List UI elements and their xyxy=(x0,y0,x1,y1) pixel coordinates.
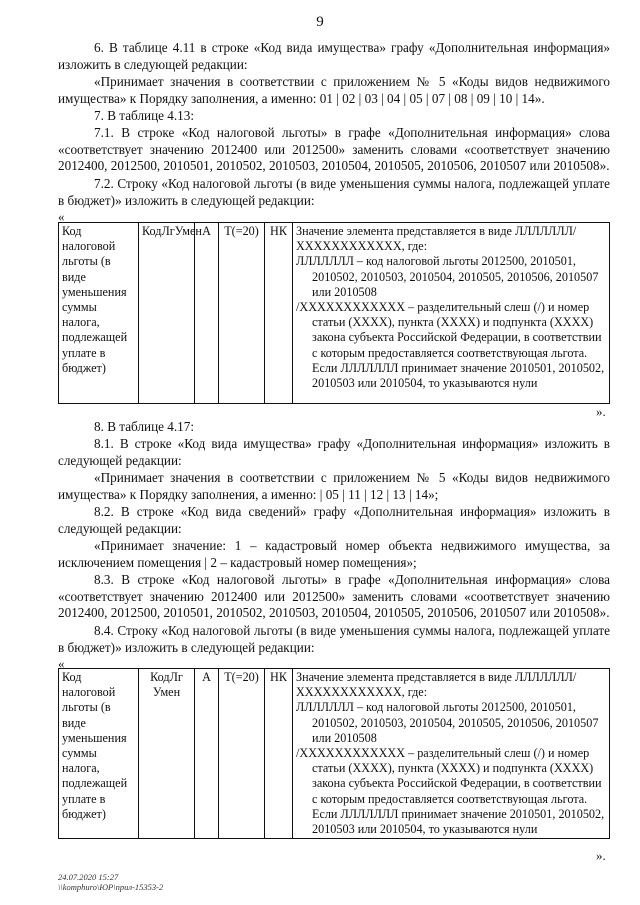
paragraph-7-2: 7.2. Строку «Код налоговой льготы (в виде уменьшения суммы налога, подлежащей уплате в бюджет)» изложить в следующей редакции: xyxy=(58,176,610,208)
table-row xyxy=(59,223,610,404)
paragraph-7: 7. В таблице 4.13: xyxy=(94,108,195,123)
table-tax-benefit-1 xyxy=(58,222,610,404)
paragraph-8-2: 8.2. В строке «Код вида сведений» графу «Дополнительная информация» изложить в следующей редакции: xyxy=(58,504,610,536)
info-line-3: /ХХХХХХХХХХХХ – разделительный слеш (/) и номер статьи (ХХХХ), пункта (ХХХХ) и подпункта (ХХХХ) закона субъекта Российской Федерации, в соответствии с которым предоставляется соответствующая льгота. Если ЛЛЛЛЛЛЛ принимает значение 2010501, 2010502, 2010503 или 2010504, то указываются нули xyxy=(296,746,605,837)
info-line-3: /ХХХХХХХХХХХХ – разделительный слеш (/) и номер статьи (ХХХХ), пункта (ХХХХ) и подпункта (ХХХХ) закона субъекта Российской Федерации, в соответствии с которым предоставляется соответствующая льгота. Если ЛЛЛЛЛЛЛ принимает значение 2010501, 2010502, 2010503 или 2010504, то указываются нули xyxy=(296,300,605,391)
paragraph-6-quote: «Принимает значения в соответствии с приложением № 5 «Коды видов недвижимого имущества» к Порядку заполнения, а именно: 01 | 02 | 03 | 04 | 05 | 07 | 08 | 09 | 10 | 14». xyxy=(58,74,610,106)
cell-type: А xyxy=(195,669,219,839)
info-line-2: ЛЛЛЛЛЛЛ – код налоговой льготы 2012500, 2010501, 2010502, 2010503, 2010504, 2010505, 2010506, 2010507 или 2010508 xyxy=(296,254,599,299)
paragraph-6: 6. В таблице 4.11 в строке «Код вида имущества» графу «Дополнительная информация» изложить в следующей редакции: xyxy=(58,40,610,72)
open-quote-1: « xyxy=(58,209,65,224)
info-line-1: Значение элемента представляется в виде ЛЛЛЛЛЛЛ/ХХХХХХХХХХХХ, где: xyxy=(296,670,577,700)
open-quote-2: « xyxy=(58,656,65,671)
cell-additional-info xyxy=(293,223,610,404)
cell-element-name: Код налоговой льготы (в виде уменьшения суммы налога, подлежащей уплате в бюджет) xyxy=(59,669,139,839)
info-line-1: Значение элемента представляется в виде ЛЛЛЛЛЛЛ/ХХХХХХХХХХХХ, где: xyxy=(296,224,577,254)
cell-type: А xyxy=(195,223,219,404)
cell-element-code: КодЛг Умен xyxy=(139,669,195,839)
paragraph-8-4: 8.4. Строку «Код налоговой льготы (в виде уменьшения суммы налога, подлежащей уплате в бюджет)» изложить в следующей редакции: xyxy=(58,623,610,655)
footer-file-path: \\komphuro\ЮР\прил-15353-2 xyxy=(58,882,164,892)
cell-format: Т(=20) xyxy=(219,669,265,839)
cell-element-name: Код налоговой льготы (в виде уменьшения суммы налога, подлежащей уплате в бюджет) xyxy=(59,223,139,404)
paragraph-8-1-quote: «Принимает значения в соответствии с приложением № 5 «Коды видов недвижимого имущества» к Порядку заполнения, а именно: | 05 | 11 | 12 | 13 | 14»; xyxy=(58,470,610,502)
paragraph-8-3: 8.3. В строке «Код налоговой льготы» в графе «Дополнительная информация» слова «соответствует значению 2012400 или 2012500» заменить словами «соответствует значению 2012400, 2012500, 2010501, 2010502, 2010503, 2010504, 2010505, 2010506, 2010507 или 2010508». xyxy=(58,572,610,620)
cell-element-code: КодЛгУмен xyxy=(139,223,195,404)
cell-format: Т(=20) xyxy=(219,223,265,404)
paragraph-8-2-quote: «Принимает значение: 1 – кадастровый номер объекта недвижимого имущества, за исключением помещения | 2 – кадастровый номер помещения»; xyxy=(58,538,610,570)
cell-required: НК xyxy=(265,669,293,839)
cell-required: НК xyxy=(265,223,293,404)
close-quote-1: ». xyxy=(596,404,606,419)
page-number: 9 xyxy=(316,14,324,30)
footer-date: 24.07.2020 15:27 xyxy=(58,872,119,882)
paragraph-7-1: 7.1. В строке «Код налоговой льготы» в графе «Дополнительная информация» слова «соответствует значению 2012400 или 2012500» заменить словами «соответствует значению 2012400, 2012500, 2010501, 2010502, 2010503, 2010504, 2010505, 2010506, 2010507 или 2010508». xyxy=(58,125,610,173)
table-tax-benefit-2 xyxy=(58,668,610,839)
close-quote-2: ». xyxy=(596,848,606,863)
info-line-2: ЛЛЛЛЛЛЛ – код налоговой льготы 2012500, 2010501, 2010502, 2010503, 2010504, 2010505, 2010506, 2010507 или 2010508 xyxy=(296,700,599,745)
table-row xyxy=(59,669,610,839)
paragraph-8-1: 8.1. В строке «Код вида имущества» графу «Дополнительная информация» изложить в следующей редакции: xyxy=(58,436,610,468)
paragraph-8: 8. В таблице 4.17: xyxy=(94,419,195,434)
cell-additional-info xyxy=(293,669,610,839)
